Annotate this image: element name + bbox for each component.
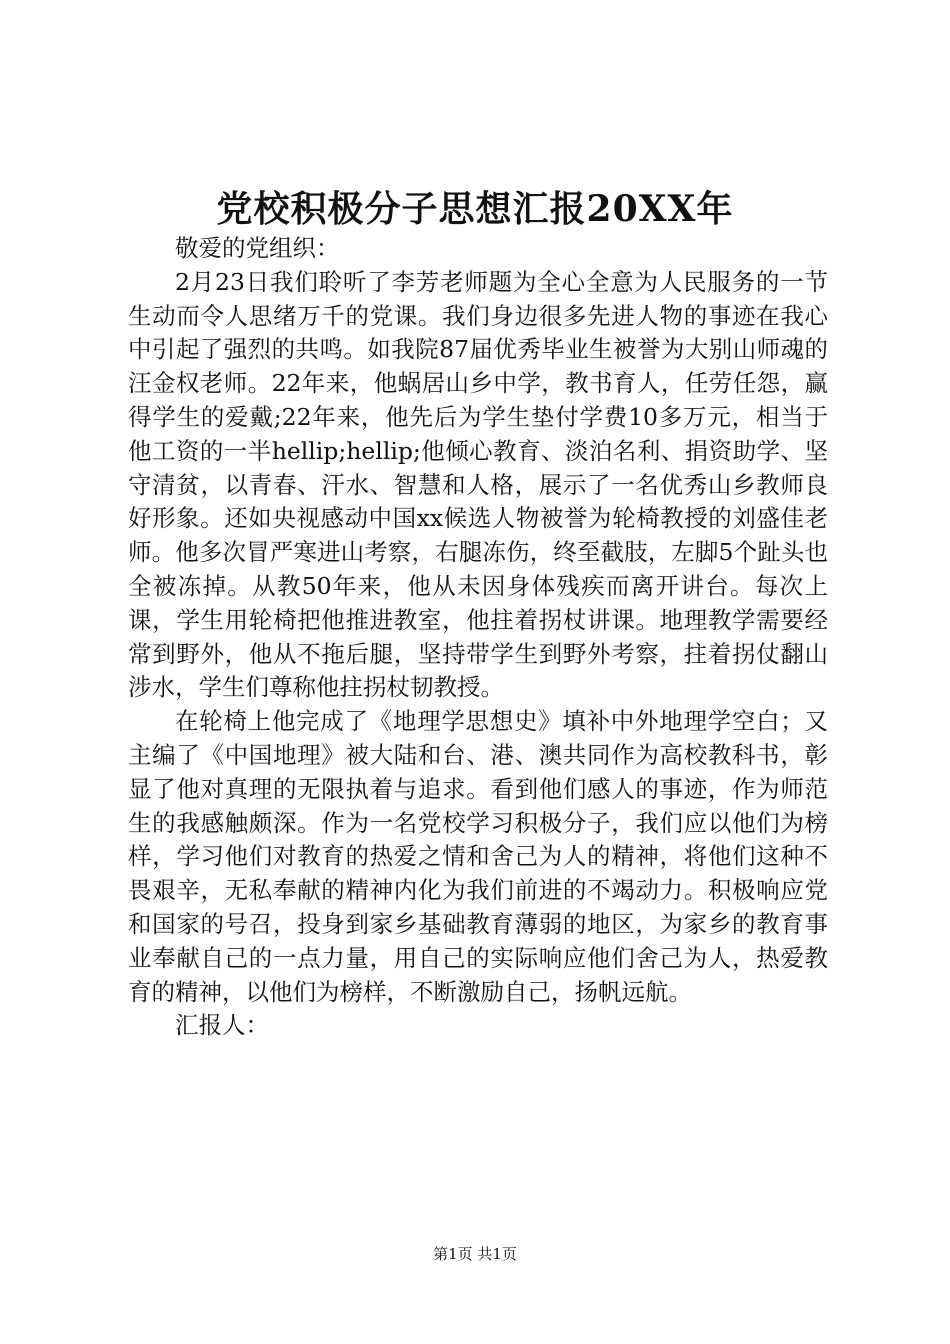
salutation: 敬爱的党组织： [175,234,340,262]
paragraph-1: 2月23日我们聆听了李芳老师题为全心全意为人民服务的一节生动而令人思绪万千的党课。我们身边很多先进人物的事迹在我心中引起了强烈的共鸣。如我院87届优秀毕业生被誉为大别山师魂的汪金权老师。22年来，他蜗居山乡中学，教书育人，任劳任怨，赢得学生的爱戴;22年来，他先后为学生垫付学费10多万元，相当于他工资的一半hellip;hellip;他倾心教育、淡泊名利、捐资助学、坚守清贫，以青春、汗水、智慧和人格，展示了一名优秀山乡教师良好形象。还如央视感动中国xx候选人物被誉为轮椅教授的刘盛佳老师。他多次冒严寒进山考察，右腿冻伤，终至截肢，左脚5个趾头也全被冻掉。从教50年来，他从未因身体残疾而离开讲台。每次上课，学生用轮椅把他推进教室，他拄着拐杖讲课。地理教学需要经常到野外，他从不拖后腿，坚持带学生到野外考察，拄着拐仗翻山涉水，学生们尊称他拄拐杖韧教授。 [128,267,828,702]
signature-label: 汇报人： [175,1011,269,1040]
document-body [128,232,828,1043]
paragraph-2: 在轮椅上他完成了《地理学思想史》填补中外地理学空白；又主编了《中国地理》被大陆和台、港、澳共同作为高校教科书，彰显了他对真理的无限执着与追求。看到他们感人的事迹，作为师范生的我感触颇深。作为一名党校学习积极分子，我们应以他们为榜样，学习他们对教育的热爱之情和舍己为人的精神，将他们这种不畏艰辛，无私奉献的精神内化为我们前进的不竭动力。积极响应党和国家的号召，投身到家乡基础教育薄弱的地区，为家乡的教育事业奉献自己的一点力量，用自己的实际响应他们舍己为人，热爱教育的精神，以他们为榜样，不断激励自己，扬帆远航。 [128,707,828,1006]
page-number-footer: 第1页 共1页 [433,1245,517,1263]
document-title: 党校积极分子思想汇报20XX年 [216,188,734,230]
